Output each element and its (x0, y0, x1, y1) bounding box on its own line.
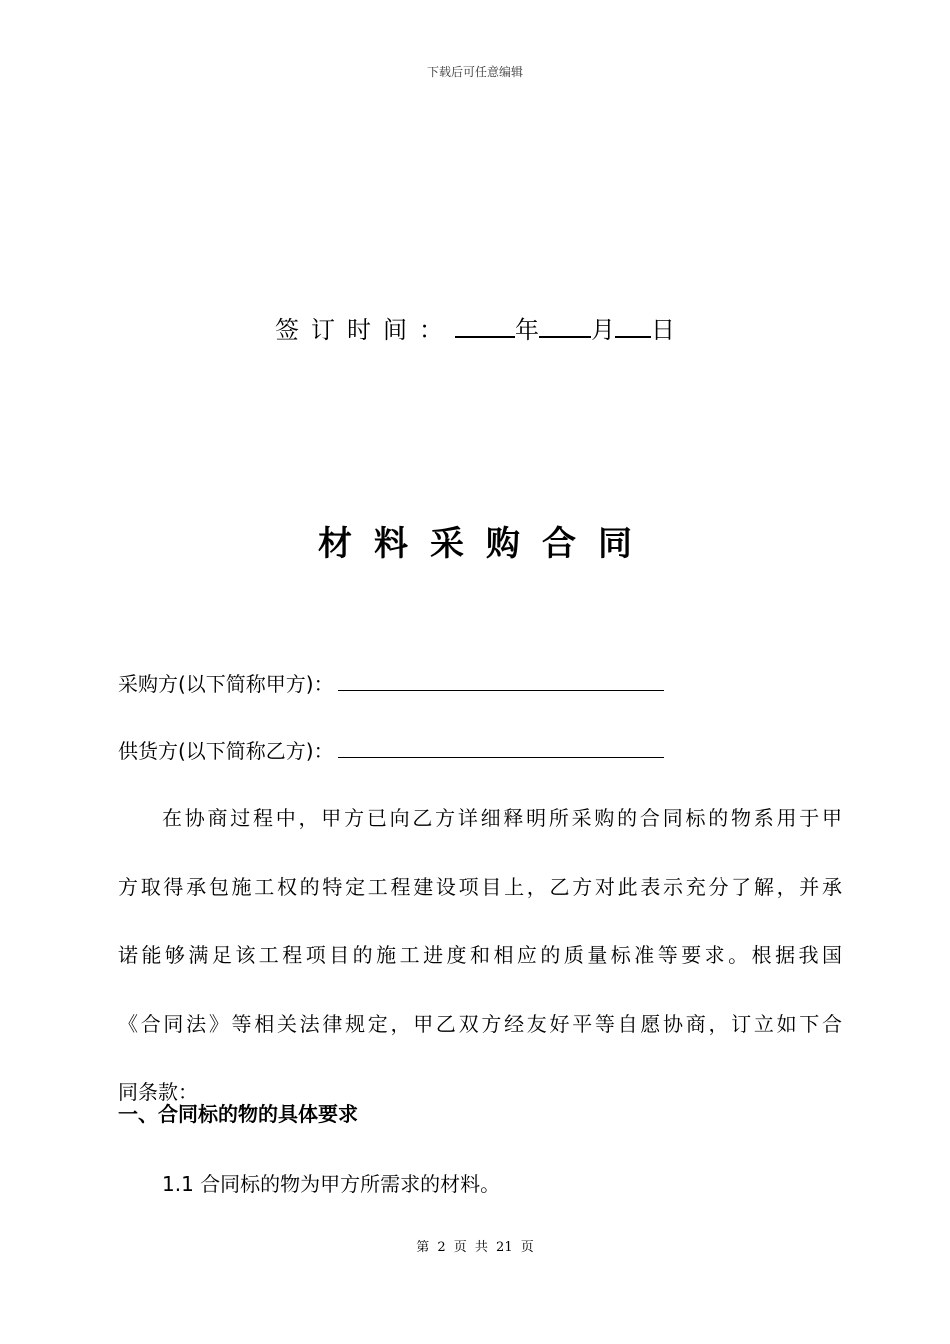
day-label: 日 (651, 316, 675, 344)
intro-line: 诺能够满足该工程项目的施工进度和相应的质量标准等要求。根据我国 (118, 943, 842, 967)
supplier-field (118, 735, 664, 765)
year-label: 年 (515, 316, 539, 344)
intro-paragraph (118, 800, 842, 1143)
month-blank[interactable] (539, 312, 591, 338)
intro-line: 同条款： (118, 1080, 198, 1104)
buyer-blank[interactable] (338, 668, 664, 691)
page-footer: 第 2 页 共 21 页 (416, 1240, 534, 1255)
contract-title: 材料采购合同 (318, 524, 654, 564)
section-heading: 一、合同标的物的具体要求 (118, 1102, 358, 1126)
intro-line: 方取得承包施工权的特定工程建设项目上，乙方对此表示充分了解，并承 (118, 874, 842, 899)
buyer-label: 采购方(以下简称甲方)： (118, 672, 334, 696)
sign-date-line (0, 312, 950, 346)
year-blank[interactable] (455, 312, 515, 338)
supplier-blank[interactable] (338, 735, 664, 758)
sign-date-label: 签订时间： (275, 316, 455, 344)
buyer-field (118, 668, 664, 698)
month-label: 月 (591, 316, 615, 344)
intro-line: 《合同法》等相关法律规定，甲乙双方经友好平等自愿协商，订立如下合 (118, 1011, 842, 1036)
intro-line: 在协商过程中，甲方已向乙方详细释明所采购的合同标的物系用于甲 (162, 806, 842, 830)
supplier-label: 供货方(以下简称乙方)： (118, 739, 334, 763)
day-blank[interactable] (615, 312, 651, 338)
clause-1-1: 1.1 合同标的物为甲方所需求的材料。 (162, 1172, 501, 1196)
header-note: 下载后可任意编辑 (426, 65, 523, 79)
